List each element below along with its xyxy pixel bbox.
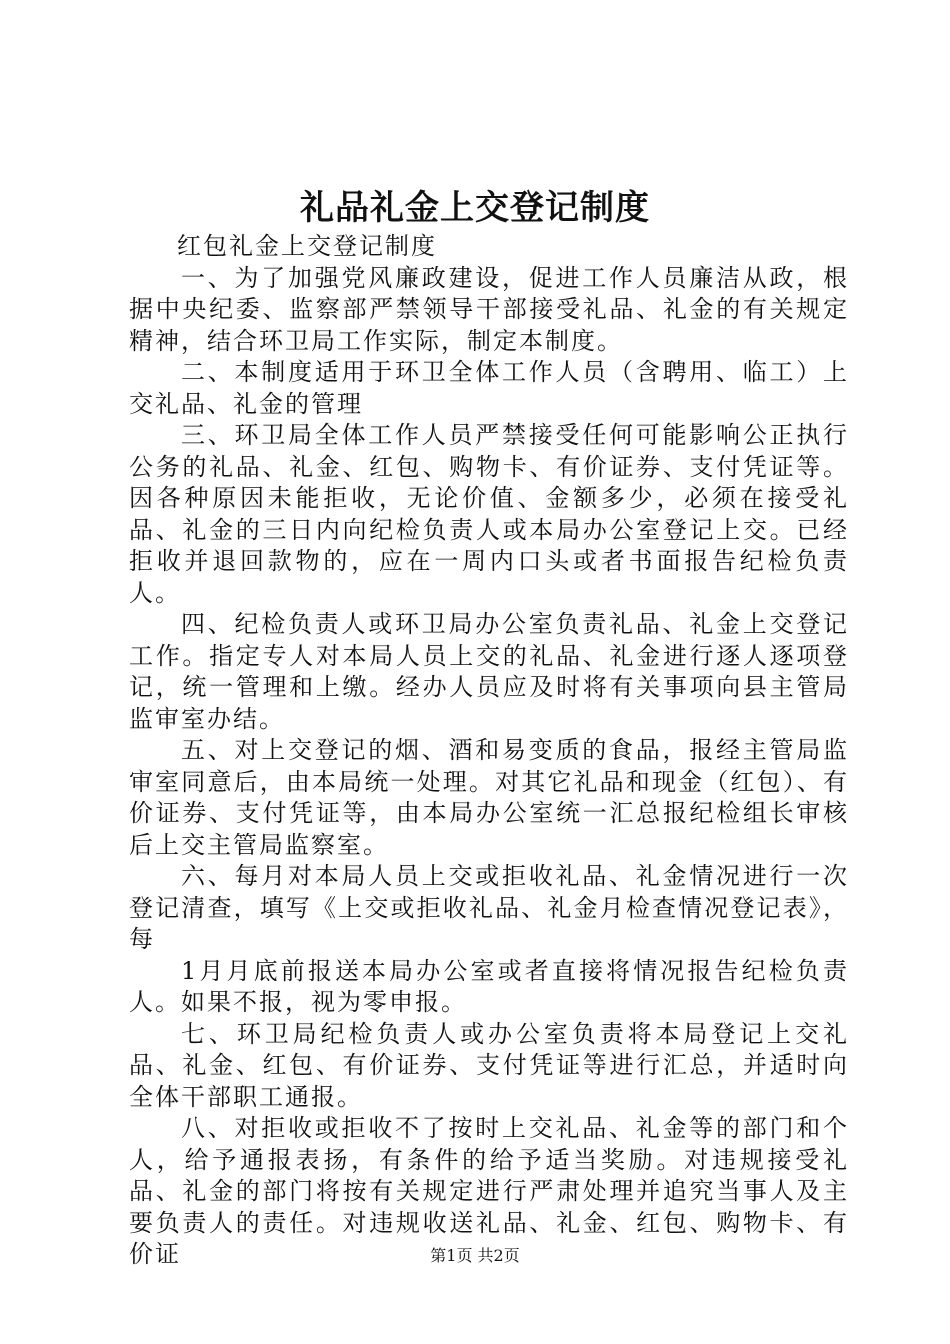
document-subtitle: 红包礼金上交登记制度 bbox=[177, 232, 437, 260]
paragraph-3: 三、环卫局全体工作人员严禁接受任何可能影响公正执行公务的礼品、礼金、红包、购物卡、有价证券、支付凭证等。因各种原因未能拒收，无论价值、金额多少，必须在接受礼品、礼金的三日内向纪检负责人或本局办公室登记上交。已经拒收并退回款物的，应在一周内口头或者书面报告纪检负责人。 bbox=[129, 421, 849, 607]
document-title: 礼品礼金上交登记制度 bbox=[300, 188, 650, 228]
paragraph-7: 1月月底前报送本局办公室或者直接将情况报告纪检负责人。如果不报，视为零申报。 bbox=[129, 956, 849, 1016]
paragraph-8: 七、环卫局纪检负责人或办公室负责将本局登记上交礼品、礼金、红包、有价证券、支付凭证等进行汇总，并适时向全体干部职工通报。 bbox=[129, 1019, 849, 1111]
paragraph-2: 二、本制度适用于环卫全体工作人员（含聘用、临工）上交礼品、礼金的管理 bbox=[129, 358, 849, 418]
paragraph-5: 五、对上交登记的烟、酒和易变质的食品，报经主管局监审室同意后，由本局统一处理。对其它礼品和现金（红包）、有价证券、支付凭证等，由本局办公室统一汇总报纪检组长审核后上交主管局监察室。 bbox=[129, 736, 849, 859]
page-footer: 第1页 共2页 bbox=[430, 1246, 520, 1265]
document-body bbox=[129, 231, 849, 1271]
paragraph-4: 四、纪检负责人或环卫局办公室负责礼品、礼金上交登记工作。指定专人对本局人员上交的礼品、礼金进行逐人逐项登记，统一管理和上缴。经办人员应及时将有关事项向县主管局监审室办结。 bbox=[129, 610, 849, 733]
paragraph-9: 八、对拒收或拒收不了按时上交礼品、礼金等的部门和个人，给予通报表扬，有条件的给予适当奖励。对违规接受礼品、礼金的部门将按有关规定进行严肃处理并追究当事人及主要负责人的责任。对违规收送礼品、礼金、红包、购物卡、有价证 bbox=[129, 1114, 849, 1268]
paragraph-6: 六、每月对本局人员上交或拒收礼品、礼金情况进行一次登记清查，填写《上交或拒收礼品、礼金月检查情况登记表》，每 bbox=[129, 862, 849, 953]
paragraph-1: 一、为了加强党风廉政建设，促进工作人员廉洁从政，根据中央纪委、监察部严禁领导干部接受礼品、礼金的有关规定精神，结合环卫局工作实际，制定本制度。 bbox=[129, 263, 849, 355]
